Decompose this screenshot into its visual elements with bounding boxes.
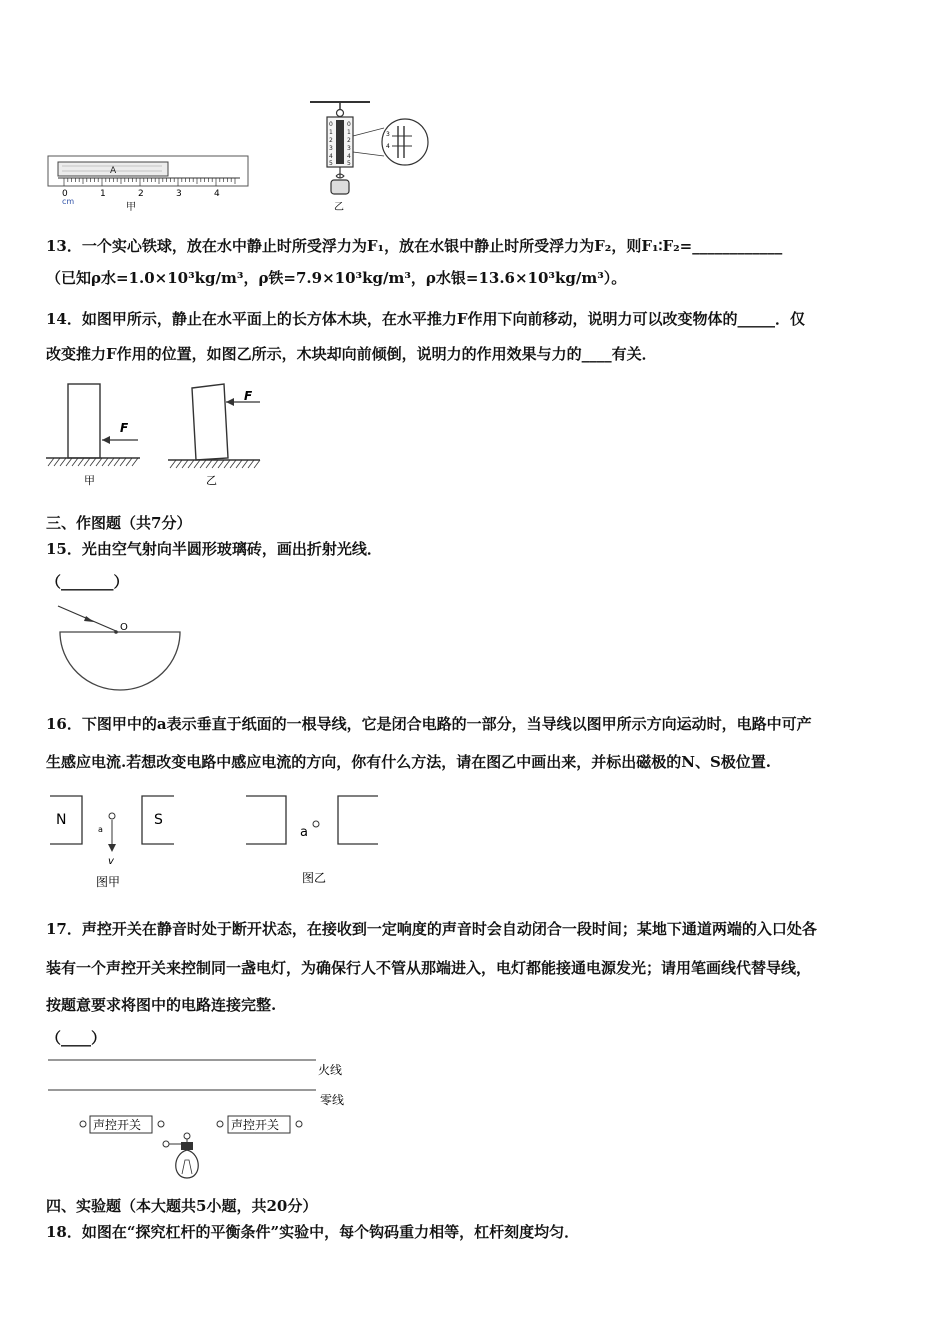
switch-left-label: 声控开关: [93, 1118, 142, 1132]
svg-text:4: 4: [386, 143, 390, 150]
ruler-tick-1: 1: [100, 189, 106, 199]
svg-text:4: 4: [347, 153, 351, 160]
q15-line1: 15．光由空气射向半圆形玻璃砖，画出折射光线．: [46, 540, 382, 558]
q14-figure-a: [44, 380, 148, 490]
magnet-s-label: S: [154, 812, 163, 828]
q17-line1: 17．声控开关在静音时处于断开状态，在接收到一定响度的声音时会自动闭合一段时间；某地下通道两端的入口处各: [46, 920, 817, 938]
ruler-tick-3: 3: [176, 189, 182, 199]
q16-fig-b-caption: 图乙: [302, 871, 327, 885]
spring-scale-figure: [300, 96, 440, 214]
neutral-wire-label: 零线: [320, 1093, 345, 1107]
q16-figure-b: [242, 792, 392, 892]
block-push-diagram-b: [166, 380, 270, 490]
ruler-block-label: A: [110, 166, 117, 176]
ruler-tick-2: 2: [138, 189, 144, 199]
svg-text:5: 5: [347, 160, 351, 167]
magnet-diagram-a: [48, 792, 188, 892]
switch-right-label: 声控开关: [231, 1118, 280, 1132]
svg-text:4: 4: [329, 153, 333, 160]
q14-fig-a-caption: 甲: [84, 474, 95, 487]
svg-text:0: 0: [329, 121, 333, 128]
q18-line1: 18．如图在“探究杠杆的平衡条件”实验中，每个钩码重力相等，杠杆刻度均匀．: [46, 1223, 580, 1241]
q13-line2: （已知ρ水=1.0×10³kg/m³，ρ铁=7.9×10³kg/m³，ρ水银=13.6×10³kg/m³）。: [46, 269, 627, 287]
svg-text:1: 1: [329, 129, 333, 136]
wire-label-b: a: [300, 825, 308, 840]
q15-figure: [50, 602, 190, 694]
q17-blank[interactable]: （____）: [46, 1029, 107, 1047]
wire-label-a: a: [98, 825, 103, 834]
section4-heading: 四、实验题（本大题共5小题，共20分）: [46, 1197, 318, 1215]
block-push-diagram-a: [44, 380, 148, 490]
svg-text:0: 0: [347, 121, 351, 128]
spring-scale-diagram: [300, 96, 440, 214]
svg-text:3: 3: [386, 131, 390, 138]
ruler-diagram: [44, 100, 254, 212]
ruler-tick-4: 4: [214, 189, 220, 199]
q16-line2: 生感应电流.若想改变电路中感应电流的方向，你有什么方法，请在图乙中画出来，并标出磁极的N、S极位置.: [46, 753, 771, 771]
ruler-caption: 甲: [126, 202, 136, 213]
spring-scale-caption: 乙: [334, 202, 344, 213]
magnet-n-label: N: [56, 812, 67, 828]
force-label-b: F: [244, 389, 253, 403]
svg-text:3: 3: [329, 145, 333, 152]
q13-line1: 13．一个实心铁球，放在水中静止时所受浮力为F₁，放在水银中静止时所受浮力为F₂，则F₁∶F₂=____________: [46, 237, 783, 255]
force-label-a: F: [120, 421, 129, 435]
q14-fig-b-caption: 乙: [206, 474, 217, 487]
ruler-figure: [44, 100, 254, 212]
q16-line1: 16．下图甲中的a表示垂直于纸面的一根导线，它是闭合电路的一部分，当导线以图甲所示方向运动时，电路中可产: [46, 715, 812, 733]
svg-text:5: 5: [329, 160, 333, 167]
q14-figure-b: [166, 380, 270, 490]
bulb-icon: [163, 1133, 198, 1178]
velocity-label: v: [108, 856, 114, 867]
q15-blank[interactable]: （_______）: [46, 573, 129, 591]
q17-line2: 装有一个声控开关来控制同一盏电灯，为确保行人不管从那端进入，电灯都能接通电源发光；请用笔画线代替导线，: [46, 959, 812, 977]
q14-line2: 改变推力F作用的位置，如图乙所示，木块却向前倾倒，说明力的作用效果与力的____有关．: [46, 345, 657, 363]
q15-point-label: O: [120, 622, 128, 633]
svg-text:1: 1: [347, 129, 351, 136]
ruler-tick-0: 0: [62, 189, 68, 199]
q14-line1: 14．如图甲所示，静止在水平面上的长方体木块，在水平推力F作用下向前移动，说明力可以改变物体的_____．仅: [46, 310, 806, 328]
semicircle-glass-diagram: [50, 602, 190, 694]
magnet-diagram-b: [242, 792, 392, 892]
section3-heading: 三、作图题（共7分）: [46, 514, 192, 532]
q17-line3: 按题意要求将图中的电路连接完整.: [46, 996, 277, 1014]
circuit-diagram: [46, 1054, 366, 1182]
svg-text:2: 2: [329, 137, 333, 144]
q17-circuit-figure: [46, 1054, 366, 1182]
q16-figure-a: [48, 792, 188, 892]
q16-fig-a-caption: 图甲: [96, 875, 121, 889]
live-wire-label: 火线: [318, 1063, 343, 1077]
svg-text:3: 3: [347, 145, 351, 152]
ruler-unit: cm: [62, 197, 75, 206]
svg-text:2: 2: [347, 137, 351, 144]
